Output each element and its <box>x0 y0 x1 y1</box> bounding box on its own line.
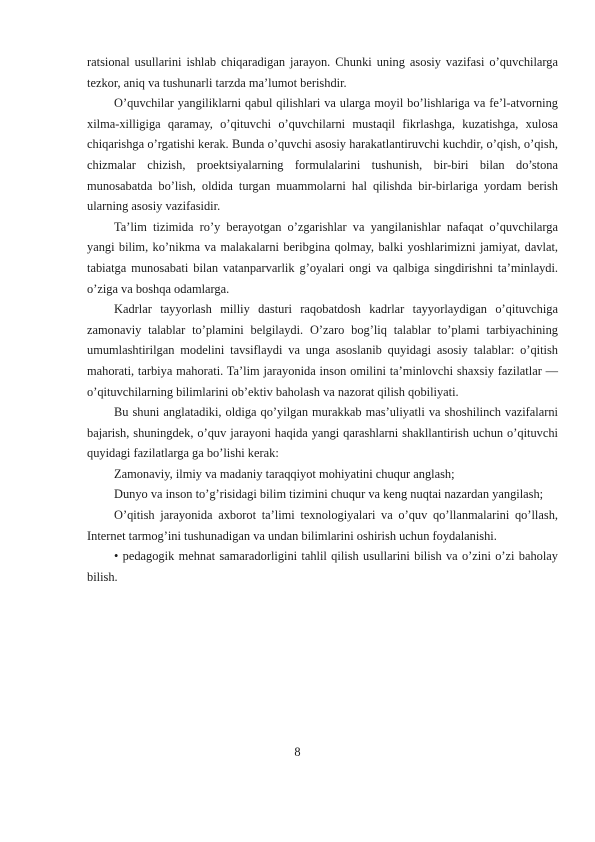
paragraph: O’quvchilar yangiliklarni qabul qilishlari va ularga moyil bo’lishlariga va fe’l-atvorning xilma-xilligiga qaramay, o’qituvchi o’quvchilarni mustaqil fikrlashga, kuzatishga, xulosa chiqarishga o’rgatishi kerak. Bunda o’quvchi asosiy harakatlantiruvchi kuchdir, o’qish, o’qish, chizmalar chizish, proektsiyalarning formulalarini tushunish, bir-biri bilan do’stona munosabatda bo’lish, oldida turgan muammolarni hal qilishda bir-birlariga yordam berish ularning asosiy vazifasidir. <box>87 96 558 214</box>
paragraph: ratsional usullarini ishlab chiqaradigan jarayon. Chunki uning asosiy vazifasi o’quvchilarga tezkor, aniq va tushunarli tarzda ma’lumot berishdir. <box>87 55 558 90</box>
list-item: • pedagogik mehnat samaradorligini tahlil qilish usullarini bilish va o’zini o’zi baholay bilish. <box>87 549 558 584</box>
paragraph: Ta’lim tizimida ro’y berayotgan o’zgarishlar va yangilanishlar nafaqat o’quvchilarga yangi bilim, ko’nikma va malakalarni beribgina qolmay, balki yoshlarimizni jamiyat, davlat, tabiatga munosabati bilan vatanparvarlik g’oyalari ongi va qalbiga singdirishni ta’minlaydi. o’ziga va boshqa odamlarga. <box>87 219 558 296</box>
paragraph: Kadrlar tayyorlash milliy dasturi raqobatdosh kadrlar tayyorlaydigan o’qituvchiga zamonaviy talablar to’plamini belgilaydi. O’zaro bog’liq talablar to’plami tarbiyachining umumlashtirilgan modelini tavsiflaydi va unga asoslanib quyidagi asosiy talablar: o’qitish mahorati, tarbiya mahorati. Ta’lim jarayonida inson omilini ta’minlovchi shaxsiy fazilatlar — o’qituvchilarning bilimlarini ob’ektiv baholash va nazorat qilish qobiliyati. <box>87 302 558 399</box>
document-page <box>87 52 558 587</box>
list-item: Zamonaviy, ilmiy va madaniy taraqqiyot mohiyatini chuqur anglash; <box>114 466 455 481</box>
list-item: O’qitish jarayonida axborot ta’limi texnologiyalari va o’quv qo’llanmalarini qo’llash, Internet tarmog’ini tushunadigan va undan bilimlarini oshirish uchun foydalanishi. <box>87 508 558 543</box>
page-number: 8 <box>294 745 301 759</box>
paragraph: Bu shuni anglatadiki, oldiga qo’yilgan murakkab mas’uliyatli va shoshilinch vazifalarni bajarish, shuningdek, o’quv jarayoni haqida yangi qarashlarni shakllantirish uchun o’qituvchi quyidagi fazilatlarga ga bo’lishi kerak: <box>87 405 558 461</box>
list-item: Dunyo va inson to’g’risidagi bilim tizimini chuqur va keng nuqtai nazardan yangilash; <box>114 487 544 502</box>
